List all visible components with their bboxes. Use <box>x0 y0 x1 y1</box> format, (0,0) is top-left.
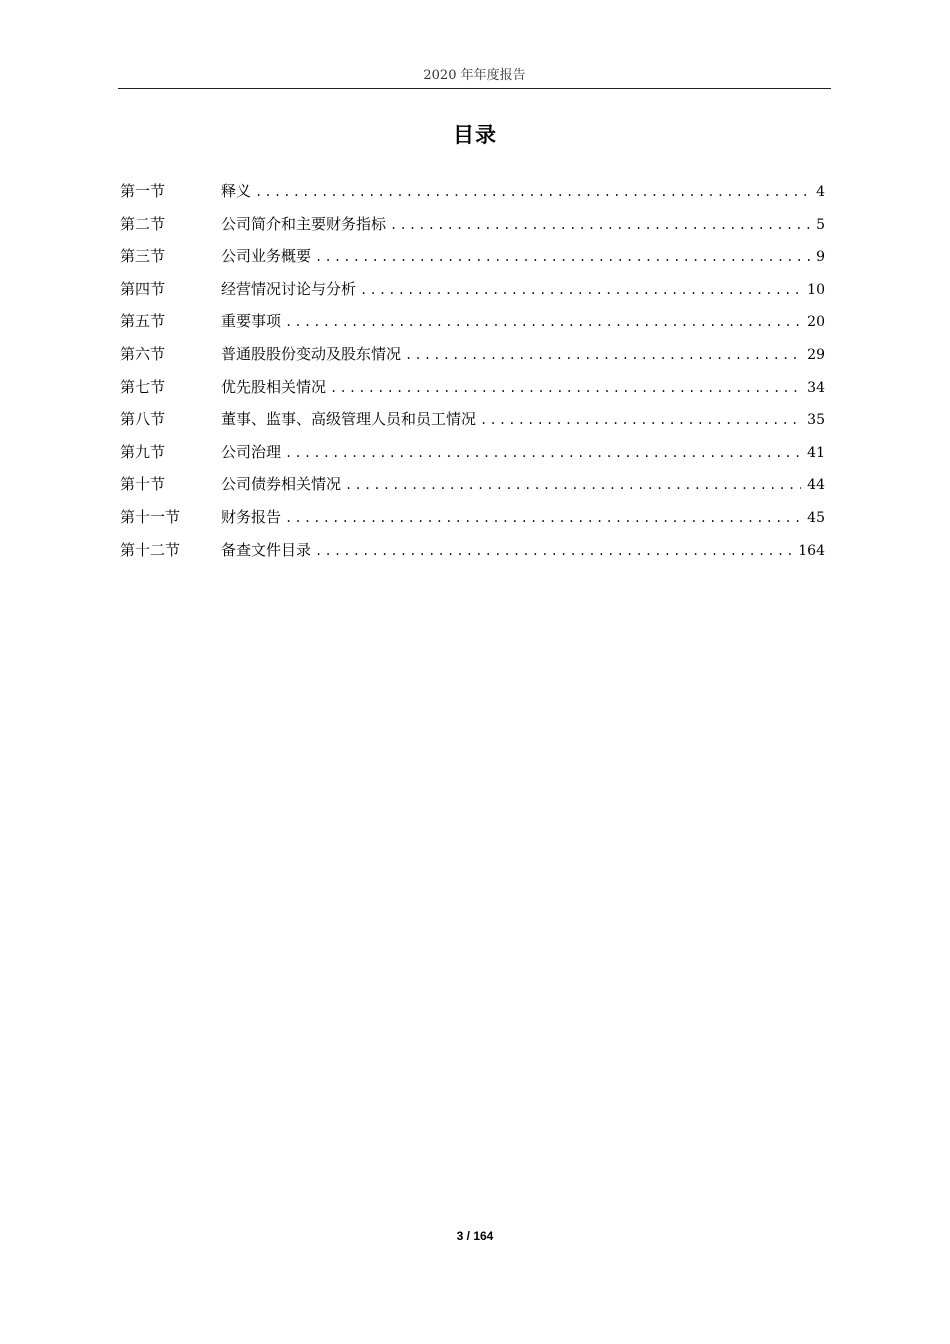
toc-dot-leader <box>285 438 801 468</box>
toc-section-number: 第八节 <box>120 410 166 429</box>
toc-dot-leader <box>285 307 801 337</box>
toc-page-number: 20 <box>807 314 825 331</box>
toc-dot-leader <box>315 536 792 566</box>
toc-section-title: 经营情况讨论与分析 <box>221 279 357 298</box>
toc-entry[interactable] <box>120 274 825 307</box>
toc-section-title: 财务报告 <box>221 507 282 526</box>
toc-entry[interactable] <box>120 209 825 242</box>
toc-section-title: 优先股相关情况 <box>221 377 327 396</box>
toc-page-number: 10 <box>807 281 825 298</box>
toc-page-number: 35 <box>807 412 825 429</box>
toc-section-number: 第七节 <box>120 377 166 396</box>
toc-page-number: 34 <box>807 379 825 396</box>
toc-section-title: 公司简介和主要财务指标 <box>221 214 387 233</box>
toc-entry[interactable] <box>120 372 825 405</box>
toc-section-number: 第五节 <box>120 312 166 331</box>
page-title: 目录 <box>453 122 497 147</box>
toc-entry[interactable] <box>120 306 825 339</box>
toc-page-number: 164 <box>798 542 825 559</box>
toc-dot-leader <box>330 373 801 403</box>
toc-section-number: 第三节 <box>120 247 166 266</box>
toc-section-number: 第九节 <box>120 442 166 461</box>
toc-page-number: 4 <box>816 184 825 200</box>
toc-entry[interactable] <box>120 437 825 470</box>
toc-dot-leader <box>390 210 810 240</box>
toc-section-title: 公司业务概要 <box>221 247 312 266</box>
toc-page-number: 44 <box>807 477 825 494</box>
toc-page-number: 5 <box>816 216 825 233</box>
toc-section-number: 第十二节 <box>120 540 181 559</box>
toc-entry[interactable] <box>120 404 825 437</box>
toc-page-number: 9 <box>816 249 825 266</box>
toc-dot-leader <box>345 470 801 500</box>
toc-section-title: 公司治理 <box>221 442 282 461</box>
table-of-contents <box>120 176 825 567</box>
toc-section-number: 第十节 <box>120 475 166 494</box>
toc-dot-leader <box>285 503 801 533</box>
toc-section-title: 普通股股份变动及股东情况 <box>221 344 402 363</box>
toc-entry[interactable] <box>120 176 825 209</box>
toc-page-number: 41 <box>807 444 825 461</box>
toc-section-number: 第二节 <box>120 214 166 233</box>
toc-entry[interactable] <box>120 241 825 274</box>
toc-page-number: 45 <box>807 509 825 526</box>
toc-section-number: 第一节 <box>120 182 166 200</box>
toc-entry[interactable] <box>120 469 825 502</box>
toc-dot-leader <box>255 177 810 207</box>
toc-entry[interactable] <box>120 502 825 535</box>
toc-section-number: 第十一节 <box>120 507 181 526</box>
toc-dot-leader <box>405 340 801 370</box>
page-header: 2020 年年度报告 <box>423 68 526 83</box>
toc-section-title: 备查文件目录 <box>221 540 312 559</box>
header-divider <box>118 88 831 89</box>
toc-entry[interactable] <box>120 339 825 372</box>
toc-section-title: 公司债券相关情况 <box>221 475 342 494</box>
toc-dot-leader <box>480 405 801 435</box>
toc-section-number: 第六节 <box>120 344 166 363</box>
toc-page-number: 29 <box>807 346 825 363</box>
toc-dot-leader <box>315 242 810 272</box>
page-footer-number: 3 / 164 <box>456 1229 494 1243</box>
toc-entry[interactable] <box>120 535 825 568</box>
toc-section-title: 释义 <box>221 182 252 200</box>
toc-section-title: 董事、监事、高级管理人员和员工情况 <box>221 410 477 429</box>
toc-section-number: 第四节 <box>120 279 166 298</box>
toc-section-title: 重要事项 <box>221 312 282 331</box>
toc-dot-leader <box>360 275 801 305</box>
